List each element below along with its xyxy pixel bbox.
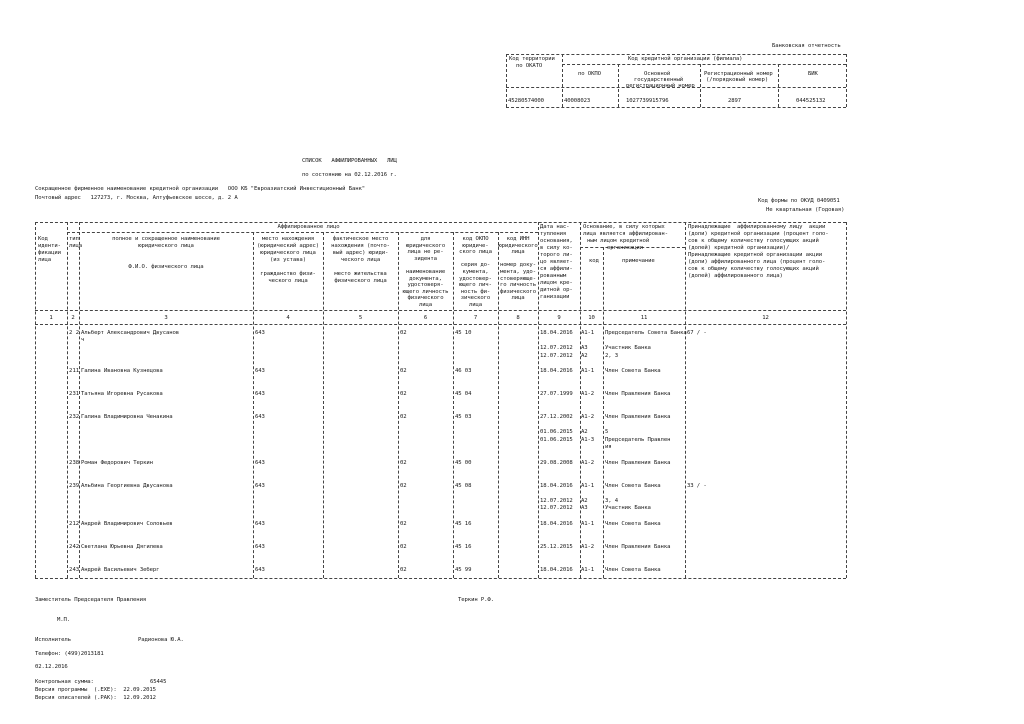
header-date-line: в силу ко- (540, 245, 573, 251)
row-basis-note: Участник Банка (605, 345, 651, 351)
header-actual-line: физического лица (334, 278, 387, 284)
table-bottom-rule (35, 578, 846, 579)
col-regnum: Регистрационный номер (704, 71, 773, 77)
row-type: 2 (69, 566, 73, 573)
group-basis-header-3: ным лицом кредитной (587, 238, 650, 244)
row-share: 33 / - (687, 482, 707, 489)
row-doc-series: 45 16 (455, 543, 472, 550)
row-name: Светлана Юрьевна Дягилева (81, 543, 163, 550)
share-header-line: (долей) аффилированного лица) (688, 273, 783, 279)
val-bik: 044525132 (796, 98, 826, 104)
col-rule-12 (846, 222, 847, 578)
group-basis-header-4: организации (607, 245, 643, 251)
table-top-rule (35, 222, 846, 223)
header-actual-line: вый адрес) юриди- (332, 250, 389, 256)
form-code-line: Код формы по ОКУД 0409051 (758, 198, 840, 204)
row-basis-note: 3, 4 (605, 497, 619, 504)
header-type-line: лица (69, 243, 83, 249)
document-title: СПИСОК АФФИЛИРОВАННЫХ ЛИЦ (302, 158, 397, 164)
col-ogrn-3: регистрационный номер (626, 83, 695, 89)
row-citizenship: 643 (255, 391, 265, 397)
column-number: 7 (473, 315, 478, 321)
val-territory: 45280574000 (508, 98, 544, 104)
row-citizenship: 643 (255, 414, 265, 420)
header-okpo-line: ность фи- (460, 288, 491, 295)
row-code: 12 (72, 520, 79, 527)
row-code: 39 (72, 482, 79, 489)
row-name: Альберт Александрович Двусанов (81, 330, 180, 336)
row-basis-code: А1-2 (581, 391, 595, 397)
row-basis-code: А3 (581, 345, 588, 351)
row-type: 2 (69, 520, 73, 527)
row-date: 18.04.2016 (540, 566, 573, 573)
stamp-label: М.П. (57, 617, 71, 623)
row-name: Андрей Васильевич Зеберг (81, 566, 160, 573)
header-okpo-line: юридиче- (462, 242, 489, 249)
row-date: 01.06.2015 (540, 429, 573, 435)
header-inn-line: лица (511, 249, 525, 256)
header-doc-line: зидента (414, 255, 437, 262)
column-number: 3 (164, 315, 168, 321)
header-doc-line: удостоверя- (407, 282, 444, 289)
header-inn-line: код ИНН (506, 236, 530, 242)
header-code-line: иденти- (38, 243, 61, 249)
header-code-line: фикации (38, 250, 61, 256)
row-doc-type: 02 (400, 482, 407, 489)
row-basis-note: Член Правления Банка (605, 391, 671, 397)
row-date: 12.07.2012 (540, 497, 573, 504)
row-citizenship: 643 (255, 482, 265, 489)
header-location-line: (из устава) (270, 257, 306, 263)
row-doc-type: 02 (400, 543, 407, 550)
header-type-line: тип (69, 236, 79, 242)
executor-label: Исполнитель (35, 637, 71, 643)
header-code-line: лица (38, 257, 52, 263)
row-basis-code: А1-1 (581, 520, 595, 527)
row-date: 29.08.2008 (540, 459, 573, 466)
row-basis-note: Участник Банка (605, 505, 651, 511)
row-basis-note: Член Совета Банка (605, 520, 661, 527)
group-date-header-2: тупления (540, 231, 567, 237)
share-header-line: (долей) кредитной организации)/ (688, 245, 790, 251)
row-basis-note: 5 (605, 429, 609, 435)
header-code-line: Код (38, 236, 48, 242)
col-rule-2 (79, 222, 80, 578)
row-code: 31 (72, 391, 79, 397)
col-territory-sub: по ОКАТО (516, 63, 543, 69)
column-number: 4 (286, 315, 290, 321)
row-date: 12.07.2012 (540, 352, 573, 359)
col-regnum-2: (/порядковый номер) (706, 77, 769, 83)
share-header-line: Принадлежащие аффилированному лицу акции (688, 224, 826, 230)
row-doc-type: 02 (400, 459, 407, 466)
row-basis-code: А1-1 (581, 330, 595, 336)
col-bik: БИК (808, 71, 818, 77)
row-basis-note: Член Правления Банка (605, 414, 671, 420)
row-date: 12.07.2012 (540, 505, 573, 511)
header-doc-line: документа, (409, 275, 442, 282)
program-version: Версия программы (.EXE): 22.09.2015 (35, 687, 156, 693)
group-affiliated-header: Аффилированное лицо (277, 224, 340, 230)
row-date: 18.04.2016 (540, 520, 573, 527)
row-name: Альбина Георгиевна Двусанова (81, 482, 173, 489)
header-okpo-line: кумента, (462, 269, 489, 275)
row-doc-series: 45 04 (455, 391, 472, 397)
header-actual-line: место жительства (334, 271, 387, 277)
row-basis-code: А3 (581, 505, 588, 511)
row-date: 18.04.2016 (540, 482, 573, 489)
colnum-bottom-rule (35, 324, 846, 325)
share-header-line: сов к общему количеству голосующих акций (688, 238, 819, 244)
row-basis-note: Член Совета Банка (605, 368, 661, 374)
val-ogrn: 1027739915796 (626, 98, 669, 104)
deputy-name: Теркин Р.Ф. (458, 597, 494, 603)
col-rule-11 (685, 222, 686, 578)
header-date-line: лицом кре- (540, 280, 573, 286)
row-basis-code: А1-1 (581, 482, 595, 489)
col-rule-10 (603, 247, 604, 578)
row-code: 2 (75, 330, 79, 336)
header-inn-line: лица (511, 295, 525, 302)
val-okpo: 40008023 (564, 98, 591, 104)
header-doc-line: для (420, 236, 431, 242)
row-code: 42 (72, 543, 79, 550)
row-basis-note: Председатель Правлен (605, 436, 671, 443)
row-name: Андрей Владимирович Соловьев (81, 520, 173, 527)
row-date: 18.04.2016 (540, 330, 573, 336)
header-inn-line: стоверяюще- (500, 275, 536, 282)
org-address-line: Почтовый адрес 127273, г. Москва, Алтуфьевское шоссе, д. 2 А (35, 195, 238, 201)
row-date: 25.12.2015 (540, 543, 573, 550)
row-doc-type: 02 (400, 566, 407, 573)
header-name-line: юридического лица (138, 243, 194, 249)
header-inn-line: номер доку- (500, 262, 536, 269)
row-basis-note: Член Совета Банка (605, 482, 661, 489)
column-number: 2 (71, 315, 75, 321)
header-date-line: торого ли- (540, 252, 573, 258)
row-type: 2 (69, 482, 73, 489)
header-location-line: юридического лица (260, 250, 316, 256)
header-date-line: ся аффили- (540, 266, 573, 272)
row-basis-note: Член Совета Банка (605, 566, 661, 573)
header-location-line: (юридический адрес) (256, 243, 320, 249)
row-citizenship: 643 (255, 368, 265, 374)
form-type-label: Банковская отчетность (772, 43, 841, 49)
footer-date: 02.12.2016 (35, 664, 68, 670)
row-name: Галина Владимировна Ченакина (81, 414, 173, 420)
group-date-header: Дата нас- (540, 224, 570, 230)
header-actual-line: фактическое место (332, 236, 389, 242)
header-actual-line: ческого лица (340, 257, 381, 263)
val-regnum: 2897 (728, 98, 742, 104)
share-header-line: (доли) аффилированного лица (процент голо- (688, 259, 826, 265)
header-name-line: полное и сокращенное наименование (112, 236, 220, 242)
row-date: 12.07.2012 (540, 345, 573, 351)
row-basis-note: ия (605, 444, 612, 450)
org-name-line: Сокращенное фирменное наименование кредитной организации ООО КБ "Евроазиатский Инвестиционный Банк" (35, 186, 366, 192)
header-actual-line: нахождения (почто- (331, 243, 390, 249)
row-citizenship: 643 (255, 543, 265, 550)
header-okpo-line: зического (460, 295, 491, 302)
row-type: 2 (69, 330, 73, 336)
row-code: 38 (72, 459, 79, 466)
reference-version: Версия описателей (.PAK): 12.09.2012 (35, 695, 156, 701)
row-basis-code: А2 (581, 352, 588, 359)
row-basis-note: Член Правления Банка (605, 459, 671, 466)
column-number: 1 (49, 315, 53, 321)
header-okpo-line: лица (468, 302, 483, 308)
header-doc-line: лица (418, 302, 433, 308)
header-location-line: гражданство физи- (260, 271, 316, 277)
row-type: 2 (69, 543, 73, 550)
header-date-line: основания, (540, 238, 573, 244)
row-date: 18.04.2016 (540, 368, 573, 374)
row-share: 67 / - (687, 330, 707, 336)
row-date: 01.06.2015 (540, 436, 573, 443)
row-basis-note: Председатель Совета Банка (605, 330, 687, 336)
header-doc-line: юридического (405, 242, 446, 249)
column-number: 10 (588, 315, 595, 321)
header-name-line: Ф.И.О. физического лица (128, 264, 204, 270)
column-number: 12 (762, 315, 769, 321)
header-inn-line: го личность (500, 282, 536, 289)
row-doc-series: 45 99 (455, 566, 472, 573)
header-basis-code: код (589, 258, 599, 264)
header-date-line: ганизации (540, 294, 570, 300)
row-citizenship: 643 (255, 330, 265, 336)
share-header-line: сов к общему количеству голосующих акций (688, 266, 819, 272)
row-basis-code: А2 (581, 429, 588, 435)
executor-name: Радионова Ю.А. (138, 637, 184, 643)
row-date: 27.07.1999 (540, 391, 573, 397)
header-basis-note: примечание (622, 258, 655, 264)
column-number: 11 (640, 315, 648, 321)
row-doc-type: 02 (400, 368, 407, 374)
share-header-line: Принадлежащие кредитной организации акции (688, 252, 822, 258)
col-ogrn: Основной (644, 71, 671, 77)
row-date: 27.12.2002 (540, 414, 573, 420)
column-number: 8 (516, 315, 520, 321)
row-citizenship: 643 (255, 566, 265, 573)
row-citizenship: 643 (255, 459, 265, 466)
row-doc-type: 02 (400, 330, 407, 336)
row-name: Роман Федорович Теркин (81, 459, 153, 466)
row-name: Татьяна Игоревна Русакова (81, 391, 163, 397)
period-note: Не квартальная (Годовая) (766, 207, 845, 213)
row-basis-code: А1-2 (581, 414, 595, 420)
row-doc-type: 02 (400, 391, 407, 397)
row-code: 43 (72, 566, 79, 573)
row-basis-code: А1-1 (581, 368, 595, 374)
row-code: 32 (72, 414, 79, 420)
header-bottom-rule (35, 310, 846, 311)
row-type: 2 (69, 368, 73, 374)
row-doc-series: 45 10 (455, 330, 472, 336)
row-doc-type: 02 (400, 520, 407, 527)
share-header-line: (доли) кредитной организации (процент голо- (688, 231, 829, 237)
header-location-line: место нахождения (261, 236, 315, 242)
row-name: Галина Ивановна Кузнецова (81, 368, 163, 374)
header-doc-line: наименование (405, 269, 446, 275)
header-okpo-line: серия до- (460, 262, 491, 269)
row-code: 11 (72, 368, 79, 374)
checksum-label: Контрольная сумма: (35, 679, 94, 685)
row-type: 2 (69, 459, 73, 466)
col-rule-8 (538, 222, 539, 578)
header-okpo-line: код ОКПО (462, 236, 489, 242)
row-doc-series: 45 08 (455, 482, 472, 489)
header-doc-line: физического (407, 295, 444, 302)
header-location-line: ческого лица (268, 278, 308, 284)
group-basis-header-2: лица является аффилирован- (583, 231, 668, 237)
col-okpo: по ОКПО (578, 71, 601, 77)
row-basis-code: А1-1 (581, 566, 595, 573)
header-date-line: дитной ор- (540, 287, 573, 293)
header-date-line: цо являет- (540, 259, 573, 265)
header-inn-line: юридического (498, 242, 538, 249)
header-inn-line: мента, удо- (500, 269, 536, 275)
header-inn-line: физического (500, 288, 536, 295)
row-citizenship: 643 (255, 520, 265, 527)
col-org-group: Код кредитной организации (филиала) (628, 56, 743, 62)
row-doc-series: 45 03 (455, 414, 472, 420)
group-basis-header: Основание, в силу которых (583, 224, 665, 230)
row-basis-code: А1-3 (581, 436, 595, 443)
header-okpo-line: ского лица (459, 249, 492, 256)
row-doc-series: 45 16 (455, 520, 472, 527)
column-number: 5 (358, 315, 363, 321)
col-territory: Код территории (509, 56, 555, 62)
row-basis-note: Член Правления Банка (605, 543, 671, 550)
row-basis-code: А1-2 (581, 459, 595, 466)
col-ogrn-2: государственный (634, 77, 684, 83)
header-okpo-line: ющего лич- (459, 282, 492, 289)
row-name-cont: ч (81, 337, 85, 343)
header-okpo-line: удостовер- (459, 275, 492, 282)
column-number: 6 (423, 315, 428, 321)
row-doc-series: 46 03 (455, 368, 472, 374)
deputy-title: Заместитель Председателя Правления (35, 597, 147, 603)
row-basis-code: А1-2 (581, 543, 595, 550)
row-type: 2 (69, 391, 73, 397)
header-doc-line: ющего личность (402, 288, 449, 295)
phone-line: Телефон: (499)2013181 (35, 651, 104, 657)
row-type: 2 (69, 414, 73, 420)
row-basis-code: А2 (581, 497, 588, 504)
group-rule-affiliated (67, 232, 538, 233)
checksum-value: 65445 (150, 679, 167, 685)
row-doc-series: 45 00 (455, 459, 472, 466)
row-doc-type: 02 (400, 414, 407, 420)
column-number: 9 (557, 315, 561, 321)
row-basis-note: 2, 3 (605, 352, 619, 359)
header-date-line: рованным (540, 273, 567, 279)
document-date-line: по состоянию на 02.12.2016 г. (302, 172, 397, 178)
header-doc-line: лица не ре- (407, 249, 444, 256)
